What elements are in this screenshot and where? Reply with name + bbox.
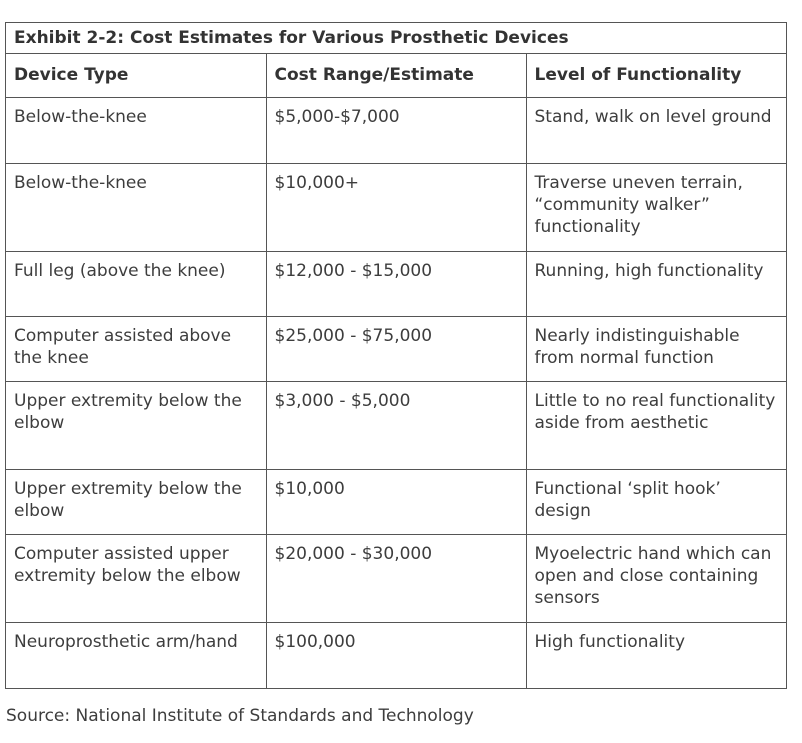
cell-device-type: Neuroprosthetic arm/hand bbox=[6, 622, 266, 688]
cell-device-type: Computer assisted upper extremity below the elbow bbox=[6, 534, 266, 622]
cell-functionality: Running, high functionality bbox=[526, 251, 786, 316]
cell-cost: $10,000+ bbox=[266, 163, 526, 251]
cell-functionality: High functionality bbox=[526, 622, 786, 688]
cell-device-type: Upper extremity below the elbow bbox=[6, 381, 266, 469]
table-row bbox=[6, 97, 786, 163]
cell-cost: $25,000 - $75,000 bbox=[266, 316, 526, 381]
column-header-device-type: Device Type bbox=[6, 54, 266, 97]
table-header-row bbox=[6, 54, 786, 97]
cell-device-type: Full leg (above the knee) bbox=[6, 251, 266, 316]
cell-cost: $5,000-$7,000 bbox=[266, 97, 526, 163]
cell-functionality: Little to no real functionality aside from aesthetic bbox=[526, 381, 786, 469]
column-header-cost-range: Cost Range/Estimate bbox=[266, 54, 526, 97]
table-row bbox=[6, 251, 786, 316]
table-row bbox=[6, 469, 786, 534]
cell-functionality: Nearly indistinguishable from normal function bbox=[526, 316, 786, 381]
table-row bbox=[6, 622, 786, 688]
cell-cost: $10,000 bbox=[266, 469, 526, 534]
cell-cost: $100,000 bbox=[266, 622, 526, 688]
cell-device-type: Computer assisted above the knee bbox=[6, 316, 266, 381]
table-row bbox=[6, 163, 786, 251]
cell-functionality: Myoelectric hand which can open and close containing sensors bbox=[526, 534, 786, 622]
cell-cost: $12,000 - $15,000 bbox=[266, 251, 526, 316]
column-header-functionality: Level of Functionality bbox=[526, 54, 786, 97]
cell-functionality: Functional ‘split hook’ design bbox=[526, 469, 786, 534]
cell-device-type: Below-the-knee bbox=[6, 97, 266, 163]
cell-cost: $20,000 - $30,000 bbox=[266, 534, 526, 622]
cell-functionality: Traverse uneven terrain, “community walker” functionality bbox=[526, 163, 786, 251]
table-row bbox=[6, 534, 786, 622]
cell-device-type: Upper extremity below the elbow bbox=[6, 469, 266, 534]
exhibit-table-container bbox=[5, 22, 787, 689]
table-row bbox=[6, 381, 786, 469]
exhibit-title: Exhibit 2-2: Cost Estimates for Various Prosthetic Devices bbox=[6, 23, 786, 54]
cell-functionality: Stand, walk on level ground bbox=[526, 97, 786, 163]
cost-table bbox=[6, 54, 786, 689]
source-citation: Source: National Institute of Standards and Technology bbox=[6, 706, 474, 726]
cell-cost: $3,000 - $5,000 bbox=[266, 381, 526, 469]
table-row bbox=[6, 316, 786, 381]
cell-device-type: Below-the-knee bbox=[6, 163, 266, 251]
